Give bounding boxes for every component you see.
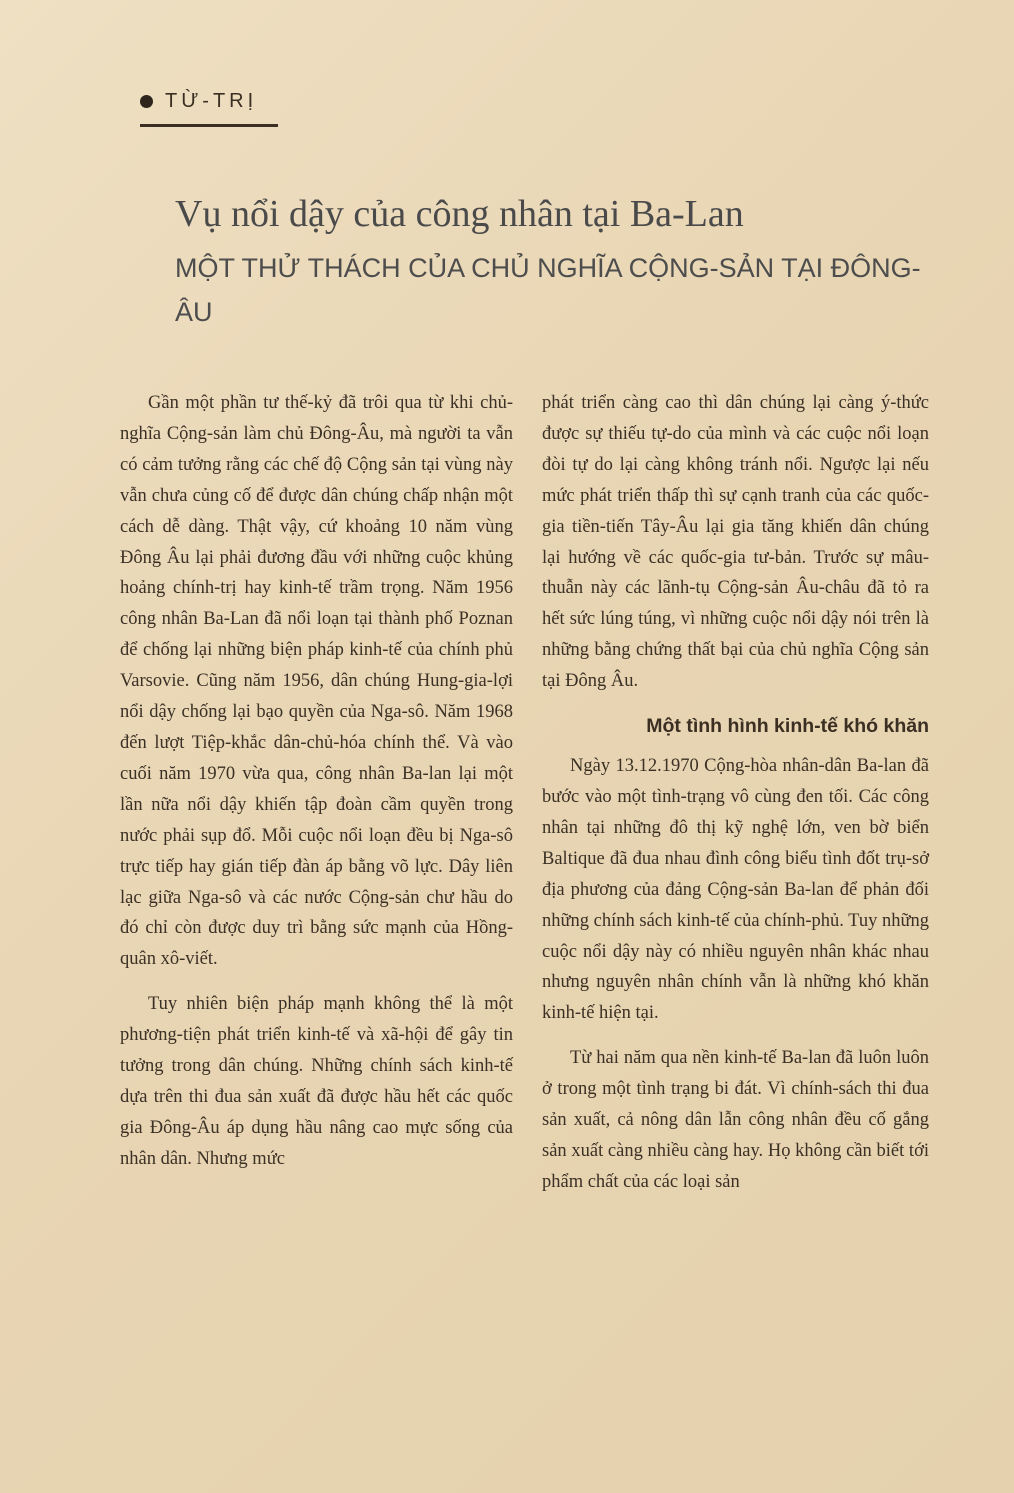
right-column [542, 388, 929, 1212]
article-title: Vụ nổi dậy của công nhân tại Ba-Lan [175, 193, 744, 235]
article-title-block [175, 192, 955, 334]
paragraph: Tuy nhiên biện pháp mạnh không thể là một phương-tiện phát triển kinh-tế và xã-hội để gây tin tưởng trong dân chúng. Những chính sách kinh-tế dựa trên thi đua sản xuất đã được hầu hết các quốc gia Đông-Âu áp dụng hầu nâng cao mực sống của nhân dân. Nhưng mức [120, 994, 513, 1169]
section-rule [140, 124, 278, 127]
section-label-text: TỪ-TRỊ [165, 90, 258, 112]
left-column [120, 388, 513, 1189]
paragraph: Ngày 13.12.1970 Cộng-hòa nhân-dân Ba-lan đã bước vào một tình-trạng vô cùng đen tối. Các công nhân tại những đô thị kỹ nghệ lớn, ven bờ biển Baltique đã đua nhau đình công biểu tình đốt trụ-sở địa phương của đảng Cộng-sản Ba-lan để phản đối những chính sách kinh-tế của chính-phủ. Tuy những cuộc nổi dậy này có nhiều nguyên nhân khác nhau nhưng nguyên nhân chính vẫn là những khó khăn kinh-tế hiện tại. [542, 756, 929, 1024]
paragraph: Từ hai năm qua nền kinh-tế Ba-lan đã luôn luôn ở trong một tình trạng bi đát. Vì chính-sách thi đua sản xuất, cả nông dân lẫn công nhân đều cố gắng sản xuất càng nhiều càng hay. Họ không cần biết tới phẩm chất của các loại sản [542, 1048, 929, 1192]
section-subheading: Một tình hình kinh-tế khó khăn [646, 715, 929, 738]
section-label [140, 90, 257, 113]
paragraph: phát triển càng cao thì dân chúng lại càng ý-thức được sự thiếu tự-do của mình và các cuộc nổi loạn đòi tự do lại càng không tránh nổi. Ngược lại nếu mức phát triển thấp thì sự cạnh tranh của các quốc-gia tiền-tiến Tây-Âu lại gia tăng khiến dân chúng lại hướng về các quốc-gia tư-bản. Trước sự mâu-thuẫn này các lãnh-tụ Cộng-sản Âu-châu đã tỏ ra hết sức lúng túng, vì những cuộc nổi dậy nói trên là những bằng chứng thất bại của chủ nghĩa Cộng sản tại Đông Âu. [542, 393, 929, 692]
bullet-icon [140, 95, 153, 108]
article-subtitle: MỘT THỬ THÁCH CỦA CHỦ NGHĨA CỘNG-SẢN TẠI ĐÔNG-ÂU [175, 253, 921, 327]
paragraph: Gần một phần tư thế-kỷ đã trôi qua từ khi chủ-nghĩa Cộng-sản làm chủ Đông-Âu, mà người ta vẫn có cảm tưởng rằng các chế độ Cộng sản tại vùng này vẫn chưa củng cố để được dân chúng chấp nhận một cách dễ dàng. Thật vậy, cứ khoảng 10 năm vùng Đông Âu lại phải đương đầu với những cuộc khủng hoảng chính-trị hay kinh-tế trầm trọng. Năm 1956 công nhân Ba-Lan đã nổi loạn tại thành phố Poznan để chống lại những biện pháp kinh-tế của chính phủ Varsovie. Cũng năm 1956, dân chúng Hung-gia-lợi nổi dậy chống lại bạo quyền của Nga-sô. Năm 1968 đến lượt Tiệp-khắc dân-chủ-hóa chính thể. Và vào cuối năm 1970 vừa qua, công nhân Ba-lan lại một lần nữa nổi dậy khiến tập đoàn cầm quyền trong nước phải sụp đổ. Mỗi cuộc nổi loạn đều bị Nga-sô trực tiếp hay gián tiếp đàn áp bằng võ lực. Dây liên lạc giữa Nga-sô và các nước Cộng-sản chư hầu do đó chỉ còn được duy trì bằng sức mạnh của Hồng-quân xô-viết. [120, 393, 513, 970]
